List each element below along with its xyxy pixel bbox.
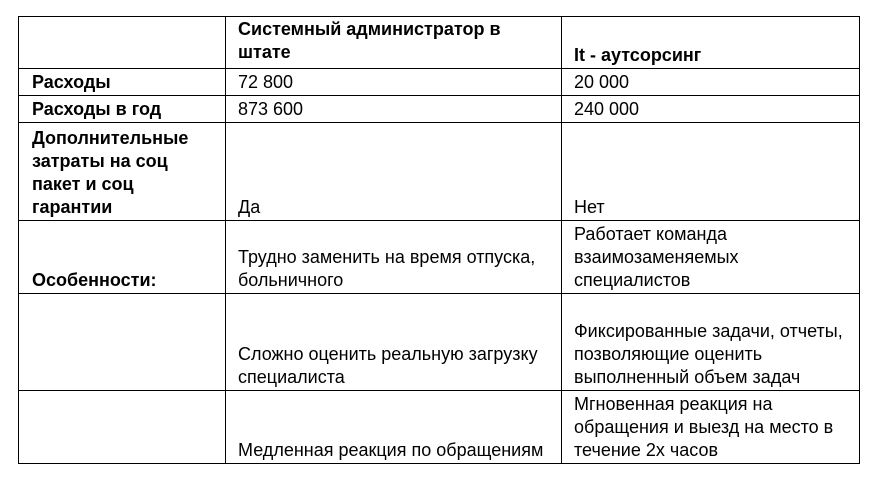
table-row-reaction xyxy=(19,391,860,464)
outsourcing-value: Мгновенная реакция на обращения и выезд на место в течение 2х часов xyxy=(562,391,860,464)
table-row-features xyxy=(19,221,860,294)
table-row-yearly-expenses xyxy=(19,96,860,123)
staff-value: Сложно оценить реальную загрузку специалиста xyxy=(226,294,562,391)
table-header-row xyxy=(19,17,860,69)
staff-value: Да xyxy=(226,123,562,221)
outsourcing-value: Нет xyxy=(562,123,860,221)
outsourcing-value: Фиксированные задачи, отчеты, позволяющие оценить выполненный объем задач xyxy=(562,294,860,391)
table-row-expenses xyxy=(19,69,860,96)
table-row-social-costs xyxy=(19,123,860,221)
outsourcing-value: 240 000 xyxy=(562,96,860,123)
row-label: Расходы xyxy=(19,69,226,96)
row-label: Дополнительные затраты на соц пакет и соц гарантии xyxy=(19,123,226,221)
row-label: Особенности: xyxy=(19,221,226,294)
outsourcing-value: Работает команда взаимозаменяемых специалистов xyxy=(562,221,860,294)
staff-value: Медленная реакция по обращениям xyxy=(226,391,562,464)
staff-value: 72 800 xyxy=(226,69,562,96)
table-row-workload xyxy=(19,294,860,391)
row-label xyxy=(19,391,226,464)
header-cell-empty xyxy=(19,17,226,69)
row-label: Расходы в год xyxy=(19,96,226,123)
outsourcing-value: 20 000 xyxy=(562,69,860,96)
header-cell-it-outsourcing: It - аутсорсинг xyxy=(562,17,860,69)
comparison-table xyxy=(18,16,860,464)
header-cell-staff-admin: Системный администратор в штате xyxy=(226,17,562,69)
staff-value: 873 600 xyxy=(226,96,562,123)
row-label xyxy=(19,294,226,391)
staff-value: Трудно заменить на время отпуска, больничного xyxy=(226,221,562,294)
